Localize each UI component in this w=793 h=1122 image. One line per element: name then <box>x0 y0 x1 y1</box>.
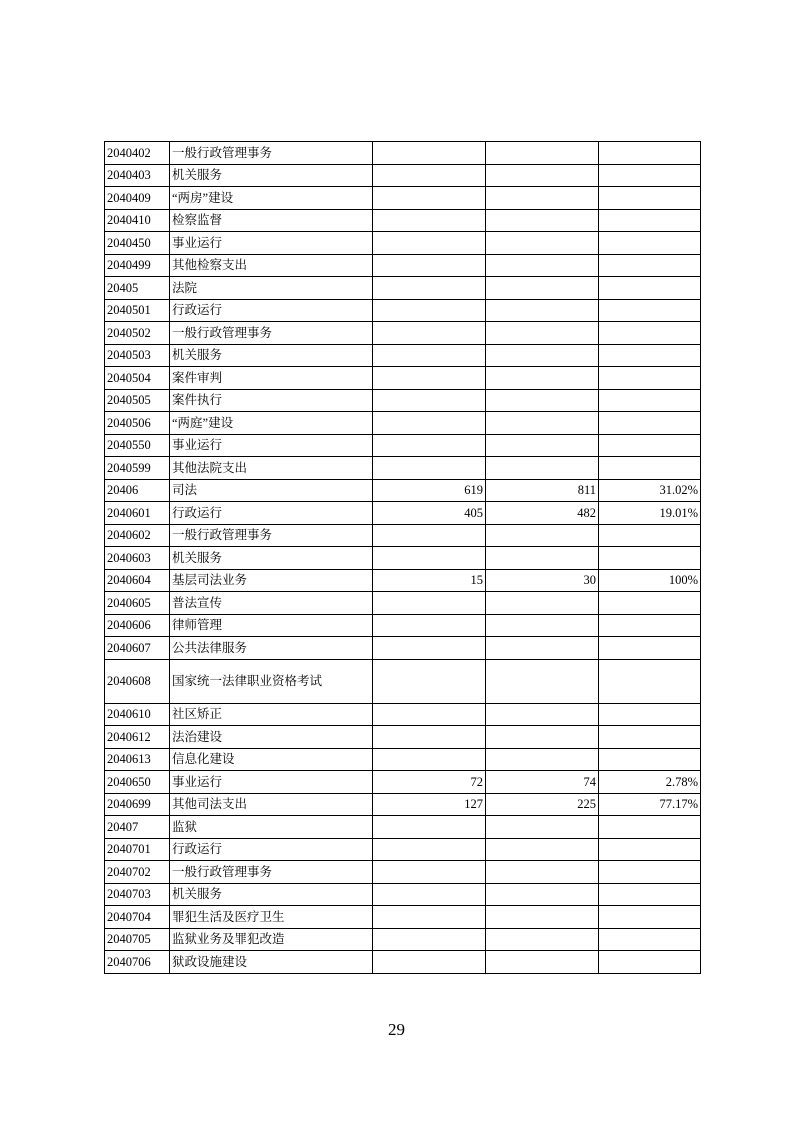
name-cell: 事业运行 <box>170 771 373 794</box>
table-row <box>105 816 701 839</box>
name-cell: 一般行政管理事务 <box>170 322 373 345</box>
value-cell-2 <box>486 322 599 345</box>
name-cell: “两房”建设 <box>170 187 373 210</box>
value-cell-1: 619 <box>373 479 486 502</box>
value-cell-1 <box>373 344 486 367</box>
name-cell: 一般行政管理事务 <box>170 861 373 884</box>
table-row <box>105 703 701 726</box>
table-row <box>105 434 701 457</box>
name-cell: 监狱 <box>170 816 373 839</box>
value-cell-3 <box>599 344 701 367</box>
value-cell-2 <box>486 187 599 210</box>
name-cell: 国家统一法律职业资格考试 <box>170 659 373 703</box>
code-cell: 2040599 <box>105 457 170 480</box>
value-cell-1 <box>373 951 486 974</box>
value-cell-2 <box>486 726 599 749</box>
value-cell-3 <box>599 748 701 771</box>
table-row <box>105 367 701 390</box>
value-cell-3 <box>599 592 701 615</box>
value-cell-3 <box>599 838 701 861</box>
table-row <box>105 793 701 816</box>
value-cell-1: 127 <box>373 793 486 816</box>
value-cell-1 <box>373 434 486 457</box>
value-cell-1 <box>373 726 486 749</box>
budget-table-body <box>105 142 701 974</box>
name-cell: 狱政设施建设 <box>170 951 373 974</box>
value-cell-3 <box>599 367 701 390</box>
table-row <box>105 232 701 255</box>
value-cell-3: 2.78% <box>599 771 701 794</box>
value-cell-3 <box>599 322 701 345</box>
value-cell-3 <box>599 389 701 412</box>
name-cell: 一般行政管理事务 <box>170 142 373 165</box>
code-cell: 2040608 <box>105 659 170 703</box>
table-row <box>105 412 701 435</box>
value-cell-1 <box>373 906 486 929</box>
name-cell: 事业运行 <box>170 232 373 255</box>
value-cell-1 <box>373 547 486 570</box>
name-cell: 机关服务 <box>170 883 373 906</box>
value-cell-2: 811 <box>486 479 599 502</box>
value-cell-1 <box>373 457 486 480</box>
value-cell-2 <box>486 547 599 570</box>
value-cell-1 <box>373 254 486 277</box>
code-cell: 2040601 <box>105 502 170 525</box>
name-cell: 监狱业务及罪犯改造 <box>170 928 373 951</box>
value-cell-3 <box>599 299 701 322</box>
table-row <box>105 614 701 637</box>
value-cell-2 <box>486 164 599 187</box>
value-cell-2 <box>486 367 599 390</box>
value-cell-2 <box>486 928 599 951</box>
value-cell-1 <box>373 928 486 951</box>
name-cell: 法院 <box>170 277 373 300</box>
table-row <box>105 479 701 502</box>
table-row <box>105 861 701 884</box>
value-cell-3: 100% <box>599 569 701 592</box>
table-row <box>105 547 701 570</box>
value-cell-3 <box>599 209 701 232</box>
table-row <box>105 277 701 300</box>
name-cell: 法治建设 <box>170 726 373 749</box>
value-cell-2 <box>486 277 599 300</box>
value-cell-1 <box>373 412 486 435</box>
name-cell: 行政运行 <box>170 299 373 322</box>
table-row <box>105 637 701 660</box>
value-cell-2 <box>486 142 599 165</box>
table-row <box>105 748 701 771</box>
value-cell-1 <box>373 232 486 255</box>
value-cell-2 <box>486 838 599 861</box>
name-cell: 基层司法业务 <box>170 569 373 592</box>
value-cell-1 <box>373 367 486 390</box>
value-cell-3 <box>599 547 701 570</box>
code-cell: 2040402 <box>105 142 170 165</box>
code-cell: 2040613 <box>105 748 170 771</box>
table-row <box>105 164 701 187</box>
value-cell-2 <box>486 592 599 615</box>
value-cell-3 <box>599 254 701 277</box>
table-row <box>105 524 701 547</box>
value-cell-2 <box>486 703 599 726</box>
code-cell: 2040410 <box>105 209 170 232</box>
table-row <box>105 771 701 794</box>
code-cell: 2040607 <box>105 637 170 660</box>
code-cell: 2040450 <box>105 232 170 255</box>
value-cell-3 <box>599 187 701 210</box>
code-cell: 2040502 <box>105 322 170 345</box>
code-cell: 2040501 <box>105 299 170 322</box>
value-cell-1 <box>373 838 486 861</box>
code-cell: 2040504 <box>105 367 170 390</box>
code-cell: 20405 <box>105 277 170 300</box>
code-cell: 2040503 <box>105 344 170 367</box>
value-cell-2 <box>486 344 599 367</box>
value-cell-2 <box>486 434 599 457</box>
value-cell-3 <box>599 726 701 749</box>
value-cell-3: 77.17% <box>599 793 701 816</box>
table-row <box>105 187 701 210</box>
value-cell-2: 74 <box>486 771 599 794</box>
value-cell-1 <box>373 659 486 703</box>
name-cell: 检察监督 <box>170 209 373 232</box>
value-cell-3 <box>599 232 701 255</box>
value-cell-2 <box>486 816 599 839</box>
name-cell: “两庭”建设 <box>170 412 373 435</box>
value-cell-2 <box>486 614 599 637</box>
table-row <box>105 569 701 592</box>
value-cell-1 <box>373 703 486 726</box>
code-cell: 2040610 <box>105 703 170 726</box>
value-cell-3 <box>599 816 701 839</box>
value-cell-2 <box>486 748 599 771</box>
value-cell-1 <box>373 524 486 547</box>
code-cell: 2040704 <box>105 906 170 929</box>
value-cell-3 <box>599 906 701 929</box>
table-row <box>105 254 701 277</box>
value-cell-2 <box>486 412 599 435</box>
value-cell-1 <box>373 142 486 165</box>
value-cell-1: 72 <box>373 771 486 794</box>
table-row <box>105 838 701 861</box>
value-cell-3 <box>599 434 701 457</box>
value-cell-3 <box>599 142 701 165</box>
code-cell: 20407 <box>105 816 170 839</box>
value-cell-2 <box>486 906 599 929</box>
table-row <box>105 142 701 165</box>
value-cell-2 <box>486 861 599 884</box>
value-cell-3 <box>599 861 701 884</box>
code-cell: 2040605 <box>105 592 170 615</box>
name-cell: 机关服务 <box>170 547 373 570</box>
value-cell-3 <box>599 659 701 703</box>
value-cell-1 <box>373 861 486 884</box>
table-row <box>105 659 701 703</box>
name-cell: 行政运行 <box>170 502 373 525</box>
name-cell: 信息化建设 <box>170 748 373 771</box>
name-cell: 案件执行 <box>170 389 373 412</box>
table-row <box>105 299 701 322</box>
name-cell: 其他司法支出 <box>170 793 373 816</box>
table-row <box>105 592 701 615</box>
value-cell-1 <box>373 299 486 322</box>
value-cell-1 <box>373 816 486 839</box>
value-cell-1 <box>373 209 486 232</box>
value-cell-3 <box>599 703 701 726</box>
value-cell-2 <box>486 951 599 974</box>
table-row <box>105 344 701 367</box>
table-row <box>105 502 701 525</box>
budget-table <box>104 141 701 974</box>
page-number: 29 <box>388 1020 405 1039</box>
name-cell: 案件审判 <box>170 367 373 390</box>
value-cell-1: 15 <box>373 569 486 592</box>
name-cell: 普法宣传 <box>170 592 373 615</box>
code-cell: 2040550 <box>105 434 170 457</box>
value-cell-1 <box>373 164 486 187</box>
value-cell-1 <box>373 614 486 637</box>
value-cell-2: 225 <box>486 793 599 816</box>
value-cell-3 <box>599 637 701 660</box>
value-cell-2 <box>486 659 599 703</box>
value-cell-2 <box>486 232 599 255</box>
code-cell: 2040703 <box>105 883 170 906</box>
code-cell: 2040506 <box>105 412 170 435</box>
name-cell: 一般行政管理事务 <box>170 524 373 547</box>
value-cell-2 <box>486 883 599 906</box>
value-cell-2 <box>486 637 599 660</box>
table-row <box>105 726 701 749</box>
name-cell: 其他法院支出 <box>170 457 373 480</box>
code-cell: 2040650 <box>105 771 170 794</box>
code-cell: 2040606 <box>105 614 170 637</box>
code-cell: 2040403 <box>105 164 170 187</box>
value-cell-2 <box>486 457 599 480</box>
code-cell: 2040699 <box>105 793 170 816</box>
code-cell: 2040602 <box>105 524 170 547</box>
name-cell: 行政运行 <box>170 838 373 861</box>
value-cell-3: 31.02% <box>599 479 701 502</box>
value-cell-3 <box>599 928 701 951</box>
value-cell-2: 30 <box>486 569 599 592</box>
code-cell: 2040505 <box>105 389 170 412</box>
value-cell-3: 19.01% <box>599 502 701 525</box>
table-row <box>105 906 701 929</box>
value-cell-1 <box>373 389 486 412</box>
value-cell-3 <box>599 277 701 300</box>
value-cell-3 <box>599 614 701 637</box>
name-cell: 公共法律服务 <box>170 637 373 660</box>
table-row <box>105 951 701 974</box>
name-cell: 其他检察支出 <box>170 254 373 277</box>
name-cell: 罪犯生活及医疗卫生 <box>170 906 373 929</box>
value-cell-3 <box>599 164 701 187</box>
value-cell-2 <box>486 299 599 322</box>
value-cell-3 <box>599 457 701 480</box>
name-cell: 机关服务 <box>170 344 373 367</box>
code-cell: 2040603 <box>105 547 170 570</box>
table-row <box>105 209 701 232</box>
code-cell: 2040604 <box>105 569 170 592</box>
value-cell-1 <box>373 187 486 210</box>
value-cell-1: 405 <box>373 502 486 525</box>
name-cell: 事业运行 <box>170 434 373 457</box>
code-cell: 2040702 <box>105 861 170 884</box>
value-cell-1 <box>373 637 486 660</box>
code-cell: 20406 <box>105 479 170 502</box>
code-cell: 2040701 <box>105 838 170 861</box>
value-cell-2 <box>486 524 599 547</box>
value-cell-3 <box>599 412 701 435</box>
value-cell-2 <box>486 389 599 412</box>
name-cell: 司法 <box>170 479 373 502</box>
code-cell: 2040612 <box>105 726 170 749</box>
code-cell: 2040705 <box>105 928 170 951</box>
value-cell-3 <box>599 524 701 547</box>
value-cell-3 <box>599 883 701 906</box>
value-cell-2 <box>486 254 599 277</box>
value-cell-2 <box>486 209 599 232</box>
value-cell-1 <box>373 883 486 906</box>
name-cell: 机关服务 <box>170 164 373 187</box>
value-cell-1 <box>373 277 486 300</box>
table-row <box>105 322 701 345</box>
table-row <box>105 389 701 412</box>
value-cell-1 <box>373 748 486 771</box>
value-cell-1 <box>373 592 486 615</box>
value-cell-3 <box>599 951 701 974</box>
table-row <box>105 457 701 480</box>
code-cell: 2040499 <box>105 254 170 277</box>
name-cell: 社区矫正 <box>170 703 373 726</box>
table-row <box>105 928 701 951</box>
name-cell: 律师管理 <box>170 614 373 637</box>
value-cell-2: 482 <box>486 502 599 525</box>
code-cell: 2040706 <box>105 951 170 974</box>
code-cell: 2040409 <box>105 187 170 210</box>
value-cell-1 <box>373 322 486 345</box>
table-row <box>105 883 701 906</box>
